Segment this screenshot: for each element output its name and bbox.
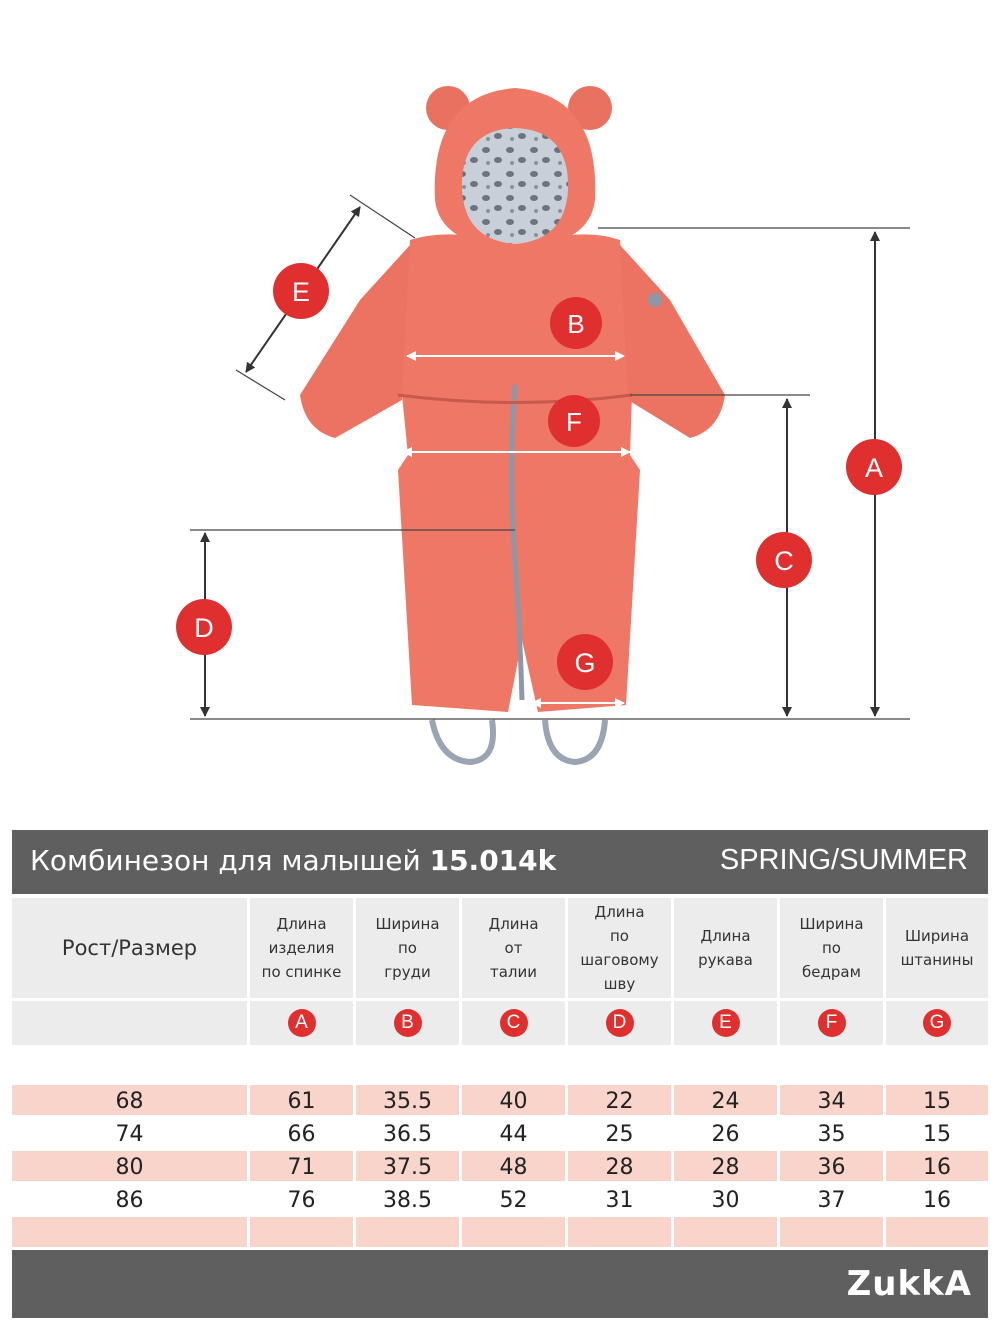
column-separator [459,1217,462,1247]
header-label-line: штанины [900,951,974,969]
diagram-badge-c [756,532,812,588]
measure-badge-a: A [288,1009,316,1037]
header-badge-cell-b [356,1001,459,1045]
header-col-label [262,912,342,984]
product-model: 15.014k [429,844,557,877]
measure-cell: 15 [923,1122,951,1147]
header-badge-cell-d [568,1001,671,1045]
header-col-label [799,912,863,984]
column-separator [247,1217,250,1247]
measure-cell: 16 [923,1155,951,1180]
measure-cell: 37 [817,1188,846,1213]
measure-cell: 71 [287,1155,316,1180]
column-separator [353,1217,356,1247]
measure-cell: 44 [499,1122,528,1147]
header-badge-cell-e [674,1001,777,1045]
svg-text:G: G [574,648,596,678]
header-col-label [488,912,538,984]
diagram-badge-a [846,439,902,495]
header-size-badge-cell [12,1001,247,1045]
diagram-badge-d [176,599,232,655]
measure-cell: 66 [287,1122,316,1147]
diagram-badge-e [273,263,329,319]
table-row [12,1118,988,1148]
size-cell: 80 [115,1155,144,1180]
header-label-line: по спинке [261,963,342,981]
header-col-label [580,900,658,996]
header-label-line: рукава [698,951,753,969]
header-col-b [356,898,459,998]
header-badge-cell-a [250,1001,353,1045]
header-col-a [250,898,353,998]
measure-cell: 61 [287,1089,316,1114]
header-size-text: Рост/Размер [61,936,198,960]
measure-cell: 76 [287,1188,316,1213]
table-row [12,1085,988,1115]
season-label: SPRING/SUMMER [719,844,968,876]
measure-cell: 35.5 [383,1089,432,1114]
header-col-c [462,898,565,998]
measure-badge-e: E [712,1009,740,1037]
header-col-label [698,924,753,972]
measure-cell: 31 [605,1188,634,1213]
header-col-label [375,912,439,984]
diagram-badge-f [548,395,600,447]
measure-badge-g: G [923,1009,951,1037]
header-col-d [568,898,671,998]
measure-cell: 28 [605,1155,634,1180]
svg-text:C: C [774,546,794,576]
header-label-line: Ширина [904,927,970,945]
product-title [30,844,556,877]
table-row [12,1184,988,1214]
measure-cell: 15 [923,1089,951,1114]
snowsuit-illustration [300,86,725,762]
measure-cell: 48 [499,1155,528,1180]
size-cell: 74 [115,1122,144,1147]
table-row-empty [12,1217,988,1247]
footer-bar [12,1250,988,1318]
svg-text:F: F [566,407,582,437]
measure-cell: 28 [711,1155,740,1180]
svg-text:A: A [864,453,884,483]
measure-cell: 36.5 [383,1122,432,1147]
header-size-label [12,898,247,998]
measure-cell: 30 [711,1188,740,1213]
header-label-line: шву [603,975,636,993]
measure-cell: 37.5 [383,1155,432,1180]
header-label-line: Длина [488,915,539,933]
measure-cell: 38.5 [383,1188,432,1213]
header-badge-cell-f [780,1001,883,1045]
header-label-line: Длина [700,927,751,945]
header-label-line: груди [384,963,431,981]
measure-cell: 52 [499,1188,528,1213]
measure-badge-c: C [500,1009,528,1037]
size-cell: 86 [115,1188,144,1213]
header-label-line: талии [489,963,537,981]
header-col-f [780,898,883,998]
diagram-badge-b [550,297,602,349]
header-col-g [886,898,988,998]
svg-text:B: B [567,309,585,339]
measure-cell: 26 [711,1122,740,1147]
measure-badge-d: D [606,1009,634,1037]
column-separator [565,1217,568,1247]
header-col-label [901,924,974,972]
column-separator [671,1217,674,1247]
header-label-line: Длина [276,915,327,933]
measure-cell: 35 [817,1122,846,1147]
header-label-line: шаговому [580,951,659,969]
measure-badge-b: B [394,1009,422,1037]
header-col-e [674,898,777,998]
measure-cell: 34 [817,1089,846,1114]
measure-cell: 22 [605,1089,634,1114]
svg-text:D: D [194,613,214,643]
measure-cell: 25 [605,1122,634,1147]
measure-cell: 16 [923,1188,951,1213]
header-label-line: от [504,939,523,957]
measure-badge-f: F [818,1009,846,1037]
header-label-line: по [610,927,629,945]
measure-cell: 40 [499,1089,528,1114]
header-badge-cell-c [462,1001,565,1045]
header-label-line: Длина [594,903,645,921]
diagram-badge-g [557,634,613,690]
svg-text:E: E [291,277,311,307]
measure-cell: 36 [817,1155,846,1180]
table-title-bar [12,830,988,894]
measure-cell: 24 [711,1089,740,1114]
header-label-line: бедрам [802,963,861,981]
header-badge-cell-g [886,1001,988,1045]
product-name: Комбинезон для малышей [30,844,421,877]
header-label-line: Ширина [799,915,864,933]
size-cell: 68 [115,1089,144,1114]
header-label-line: Ширина [375,915,440,933]
table-row [12,1151,988,1181]
column-separator [883,1217,886,1247]
column-separator [777,1217,780,1247]
header-label-line: по [822,939,841,957]
header-label-line: изделия [268,939,335,957]
brand-logo: ZukkA [846,1264,972,1304]
header-label-line: по [398,939,417,957]
